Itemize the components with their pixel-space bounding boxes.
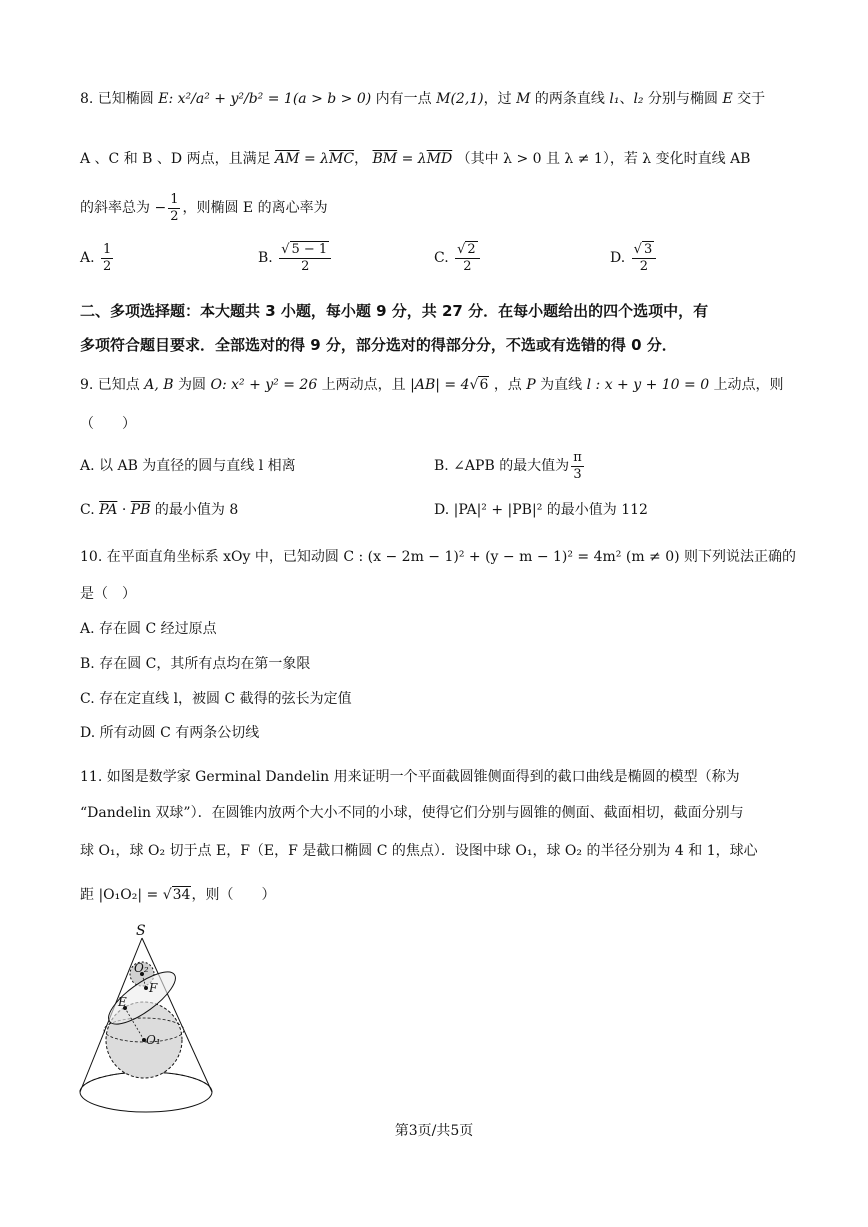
q8-line-1 <box>80 88 765 110</box>
section-2-heading-line-2: 多项符合题目要求．全部选对的得 9 分，部分选对的得部分分，不选或有选错的得 0 分． <box>80 336 677 354</box>
dandelin-spheres-figure <box>72 922 222 1118</box>
q8-e: E <box>722 91 733 107</box>
vector-mc: $\overline{MC}$ <box>329 151 355 167</box>
q8-m: M <box>516 91 531 107</box>
label-o2: O₂ <box>134 961 149 975</box>
q8-options <box>80 236 680 280</box>
q8-option-d: D. $\frac{√ 3}{2}$ <box>610 236 658 280</box>
q8-ellipse-equation: E: x²/a² + y²/b² = 1(a > b > 0) <box>158 91 372 107</box>
q10-option-c: C. 存在定直线 l，被圆 C 截得的弦长为定值 <box>80 691 352 707</box>
q9-option-c: C. $\overline{PA} \cdot \overline{PB}$ 的最小值为 8 <box>80 502 239 518</box>
q10-line-2: 是（ ） <box>80 586 136 602</box>
label-s: S <box>136 923 146 939</box>
q9-option-d: D. |PA|² + |PB|² 的最小值为 112 <box>434 502 648 518</box>
q9-option-b: B. ∠APB 的最大值为 $\frac{\pi}{3}$ <box>434 449 582 482</box>
q8-text: ，过 <box>483 91 512 107</box>
label-o1: O₁ <box>146 1033 161 1047</box>
q8-eq: = λ <box>397 151 427 167</box>
q8-option-c: C. $\frac{√ 2}{2}$ <box>434 236 482 280</box>
label-f: F <box>149 981 158 995</box>
q8-text: 的两条直线 <box>534 91 605 107</box>
page-footer: 第3页/共5页 <box>394 1123 474 1139</box>
q8-l2: l₂ <box>633 91 644 107</box>
q11-line-1: 11. 如图是数学家 Germinal Dandelin 用来证明一个平面截圆锥侧面得到的截口曲线是椭圆的模型（称为 <box>80 769 740 785</box>
q8-point-m: M(2,1) <box>436 91 484 107</box>
q9-line-1: 9. 已知点 A, B 为圆 O: x² + y² = 26 上两动点，且 |AB| = 4√6 ，点 P 为直线 l : x + y + 10 = 0 上动点，则 <box>80 377 784 393</box>
q8-text: 交于 <box>737 91 766 107</box>
q8-text: 内有一点 <box>375 91 432 107</box>
q8-text: ，则椭圆 E 的离心率为 <box>182 200 328 216</box>
q10-option-b: B. 存在圆 C，其所有点均在第一象限 <box>80 656 311 672</box>
q9-circle-equation: O: x² + y² = 26 <box>210 377 318 393</box>
vector-bm: $\overline{BM}$ <box>372 151 398 167</box>
q8-text: （其中 λ > 0 且 λ ≠ 1），若 λ 变化时直线 AB <box>456 151 751 167</box>
q9-option-a: A. 以 AB 为直径的圆与直线 l 相离 <box>80 458 296 474</box>
q8-line-3 <box>80 186 328 230</box>
q9-line-equation: l : x + y + 10 = 0 <box>586 377 710 393</box>
q8-sep: 、 <box>619 91 634 107</box>
q11-line-4: 距 |O₁O₂| = √34，则（ ） <box>80 887 276 903</box>
vector-am: $\overline{AM}$ <box>275 151 300 167</box>
q8-option-a: A. $\frac{1}{2}$ <box>80 241 112 274</box>
q10-line-1: 10. 在平面直角坐标系 xOy 中，已知动圆 C : (x − 2m − 1)² + (y − m − 1)² = 4m² (m ≠ 0) 则下列说法正确的 <box>80 549 797 565</box>
q9-answer-paren: （ ） <box>80 416 136 432</box>
q11-line-2: “Dandelin 双球”）．在圆锥内放两个大小不同的小球，使得它们分别与圆锥的侧面、截面相切，截面分别与 <box>80 805 744 821</box>
q10-option-a: A. 存在圆 C 经过原点 <box>80 621 217 637</box>
q8-text: 分别与椭圆 <box>648 91 718 107</box>
q8-text: A 、C 和 B 、D 两点，且满足 <box>80 151 271 167</box>
q8-eq: = λ <box>299 151 330 167</box>
q8-line-2 <box>80 148 750 170</box>
vector-md: $\overline{MD}$ <box>426 151 453 167</box>
q11-line-3: 球 O₁，球 O₂ 切于点 E，F（E，F 是截口椭圆 C 的焦点）．设图中球 O₁，球 O₂ 的半径分别为 4 和 1，球心 <box>80 843 758 859</box>
section-2-heading-line-1: 二、多项选择题：本大题共 3 小题，每小题 9 分，共 27 分．在每小题给出的四个选项中，有 <box>80 302 709 320</box>
q8-comma: ， <box>354 151 369 167</box>
q8-text: 的斜率总为 − <box>80 200 167 216</box>
q10-option-d: D. 所有动圆 C 有两条公切线 <box>80 725 260 741</box>
q8-text: 8. 已知椭圆 <box>80 91 154 107</box>
fraction-one-half: $\frac{1}{2}$ <box>170 191 179 224</box>
q8-option-b: B. $\frac{√ 5 - 1}{2}$ <box>258 236 333 280</box>
label-e: E <box>118 995 127 1009</box>
q8-l1: l₁ <box>609 91 620 107</box>
